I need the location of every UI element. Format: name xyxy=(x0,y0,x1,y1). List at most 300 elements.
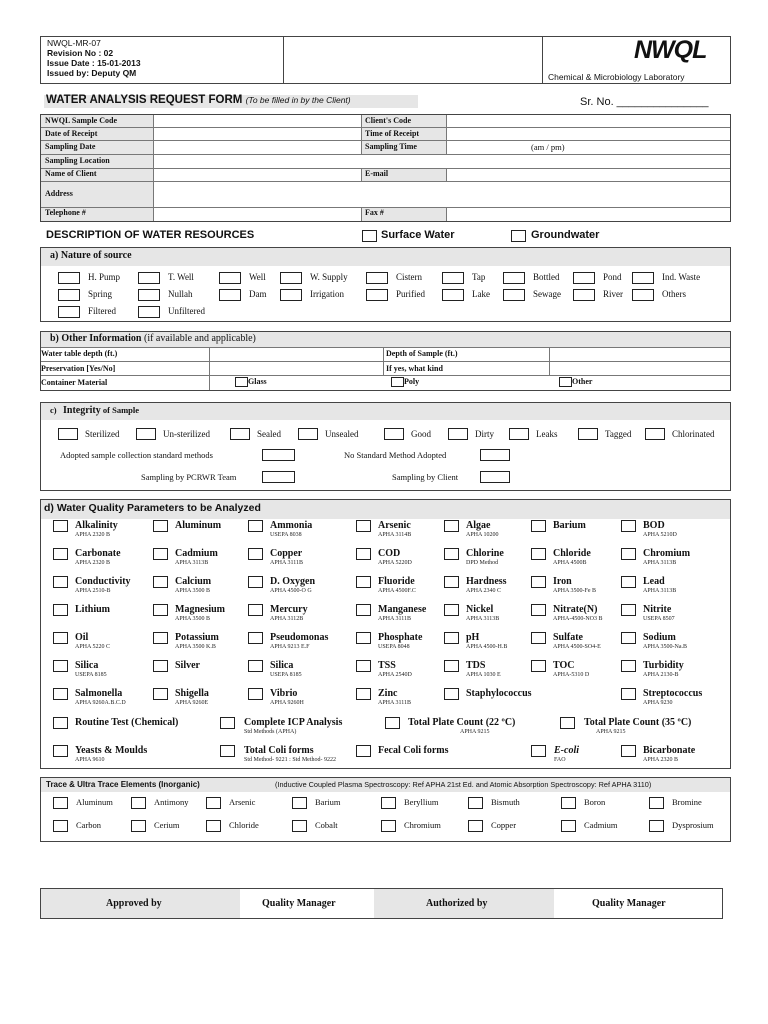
tpc35-checkbox[interactable] xyxy=(560,717,575,729)
nature-checkbox[interactable] xyxy=(280,289,302,301)
other-container-label: Other xyxy=(572,377,593,386)
param-checkbox[interactable] xyxy=(248,688,263,700)
nature-checkbox[interactable] xyxy=(58,289,80,301)
field-water-table[interactable] xyxy=(210,347,380,360)
other-info-title-prefix: b) Other Information xyxy=(50,333,142,344)
trace-label: Antimony xyxy=(154,797,189,807)
nature-label: Spring xyxy=(88,289,113,299)
nature-checkbox[interactable] xyxy=(219,272,241,284)
nature-checkbox[interactable] xyxy=(573,289,595,301)
param-name: COD xyxy=(378,548,401,559)
doc-code: NWQL-MR-07 xyxy=(47,38,101,48)
integrity-label: Chlorinated xyxy=(672,429,715,439)
param-name: Oil xyxy=(75,632,89,643)
nature-checkbox[interactable] xyxy=(442,272,464,284)
integrity-label: Dirty xyxy=(475,429,494,439)
param-method-ref: USEPA 8038 xyxy=(270,532,302,538)
param-name: Iron xyxy=(553,576,572,587)
trace-label: Cerium xyxy=(154,820,180,830)
integrity-checkbox[interactable] xyxy=(645,428,665,440)
param-method-ref: USEPA 8507 xyxy=(643,616,675,622)
approved-by-label: Approved by xyxy=(106,898,162,909)
param-name: Nickel xyxy=(466,604,494,615)
param-checkbox[interactable] xyxy=(53,520,68,532)
trace-checkbox[interactable] xyxy=(649,820,664,832)
trace-checkbox[interactable] xyxy=(206,797,221,809)
param-checkbox[interactable] xyxy=(444,520,459,532)
field-sampling-time[interactable] xyxy=(446,140,730,154)
tpc22-checkbox[interactable] xyxy=(385,717,400,729)
param-name: Sodium xyxy=(643,632,676,643)
nature-label: Nullah xyxy=(168,289,193,299)
param-checkbox[interactable] xyxy=(356,632,371,644)
param-name: Nitrate(N) xyxy=(553,604,598,615)
param-method-ref: APHA 3500 K.B xyxy=(175,644,216,650)
sr-no: Sr. No. _______________ xyxy=(580,96,709,108)
param-method-ref: APHA 3111B xyxy=(378,616,412,622)
trace-label: Boron xyxy=(584,797,606,807)
trace-label: Barium xyxy=(315,797,341,807)
param-checkbox[interactable] xyxy=(153,576,168,588)
label-email: E-mail xyxy=(365,169,389,178)
param-name: Ammonia xyxy=(270,520,313,531)
param-checkbox[interactable] xyxy=(621,660,636,672)
param-checkbox[interactable] xyxy=(621,576,636,588)
param-checkbox[interactable] xyxy=(248,520,263,532)
param-method-ref: APHA 9230 xyxy=(643,700,673,706)
trace-checkbox[interactable] xyxy=(381,797,396,809)
param-method-ref: APHA 4500F.C xyxy=(378,588,416,594)
nature-label: Irrigation xyxy=(310,289,344,299)
param-checkbox[interactable] xyxy=(621,688,636,700)
param-name: Potassium xyxy=(175,632,219,643)
trace-checkbox[interactable] xyxy=(292,820,307,832)
param-checkbox[interactable] xyxy=(444,576,459,588)
nature-checkbox[interactable] xyxy=(442,289,464,301)
field-telephone[interactable] xyxy=(153,207,360,221)
integrity-label: Leaks xyxy=(536,429,558,439)
nature-label: Tap xyxy=(472,272,486,282)
trace-checkbox[interactable] xyxy=(468,820,483,832)
param-checkbox[interactable] xyxy=(444,632,459,644)
param-name: Carbonate xyxy=(75,548,121,559)
label-client-name: Name of Client xyxy=(45,169,97,178)
param-checkbox[interactable] xyxy=(356,576,371,588)
param-checkbox[interactable] xyxy=(356,604,371,616)
by-pcrwr-checkbox[interactable] xyxy=(262,471,295,483)
fecal-coli-checkbox[interactable] xyxy=(356,745,371,757)
icp-analysis-ref: Std Methods (APHA) xyxy=(244,729,297,735)
param-name: Nitrite xyxy=(643,604,672,615)
trace-checkbox[interactable] xyxy=(381,820,396,832)
field-time-receipt[interactable] xyxy=(446,127,730,140)
integrity-label: Tagged xyxy=(605,429,632,439)
approver-name: Quality Manager xyxy=(262,898,336,909)
tpc35-label: Total Plate Count (35 ºC) xyxy=(584,717,692,728)
field-client-name[interactable] xyxy=(153,168,360,181)
param-method-ref: APHA 2320 B xyxy=(75,532,111,538)
param-name: Chloride xyxy=(553,548,591,559)
param-checkbox[interactable] xyxy=(356,660,371,672)
revision-no: Revision No : 02 xyxy=(47,48,114,58)
trace-label: Beryllium xyxy=(404,797,439,807)
param-name: Alkalinity xyxy=(75,520,118,531)
param-checkbox[interactable] xyxy=(53,576,68,588)
param-name: Algae xyxy=(466,520,491,531)
integrity-checkbox[interactable] xyxy=(230,428,250,440)
integrity-checkbox[interactable] xyxy=(578,428,598,440)
param-method-ref: APHA 4500-O G xyxy=(270,588,312,594)
param-name: Vibrio xyxy=(270,688,298,699)
integrity-title-prefix: c) xyxy=(50,405,57,415)
poly-checkbox[interactable] xyxy=(391,377,404,387)
param-checkbox[interactable] xyxy=(248,660,263,672)
trace-checkbox[interactable] xyxy=(649,797,664,809)
nature-checkbox[interactable] xyxy=(58,306,80,318)
param-checkbox[interactable] xyxy=(531,576,546,588)
param-checkbox[interactable] xyxy=(356,520,371,532)
param-checkbox[interactable] xyxy=(531,632,546,644)
param-name: Silica xyxy=(75,660,99,671)
field-client-code[interactable] xyxy=(446,115,730,127)
param-checkbox[interactable] xyxy=(621,520,636,532)
field-sampling-location[interactable] xyxy=(153,154,730,168)
trace-label: Cadmium xyxy=(584,820,618,830)
trace-checkbox[interactable] xyxy=(561,797,576,809)
param-name: Staphylococcus xyxy=(466,688,532,699)
param-name: pH xyxy=(466,632,480,643)
trace-label: Copper xyxy=(491,820,517,830)
param-name: Lithium xyxy=(75,604,111,615)
param-name: Cadmium xyxy=(175,548,218,559)
trace-label: Aluminum xyxy=(76,797,113,807)
label-water-table: Water table depth (ft.) xyxy=(41,349,118,358)
param-method-ref: APHA 2510-B xyxy=(75,588,111,594)
field-depth-sample[interactable] xyxy=(550,347,730,360)
param-method-ref: APHA 3113B xyxy=(643,588,677,594)
tpc22-label: Total Plate Count (22 ºC) xyxy=(408,717,516,728)
nature-label: H. Pump xyxy=(88,272,121,282)
label-depth-sample: Depth of Sample (ft.) xyxy=(386,349,458,358)
integrity-label: Unsealed xyxy=(325,429,359,439)
nature-label: Well xyxy=(249,272,266,282)
total-coli-label: Total Coli forms xyxy=(244,745,314,756)
param-method-ref: DPD Method xyxy=(466,560,499,566)
glass-label: Glass xyxy=(248,377,267,386)
param-checkbox[interactable] xyxy=(53,688,68,700)
param-checkbox[interactable] xyxy=(444,604,459,616)
param-checkbox[interactable] xyxy=(444,660,459,672)
nature-label: Others xyxy=(662,289,686,299)
param-name: Streptococcus xyxy=(643,688,703,699)
bicarbonate-label: Bicarbonate xyxy=(643,745,696,756)
tpc22-ref: APHA 9215 xyxy=(460,729,490,735)
param-name: Silver xyxy=(175,660,200,671)
param-checkbox[interactable] xyxy=(248,632,263,644)
integrity-checkbox[interactable] xyxy=(384,428,404,440)
bicarbonate-checkbox[interactable] xyxy=(621,745,636,757)
surface-water-checkbox[interactable] xyxy=(362,230,377,242)
no-standard-label: No Standard Method Adopted xyxy=(344,450,447,460)
nature-checkbox[interactable] xyxy=(138,289,160,301)
param-name: Fluoride xyxy=(378,576,415,587)
integrity-title-bold: Integrity xyxy=(62,405,101,416)
nature-checkbox[interactable] xyxy=(138,306,160,318)
param-name: Lead xyxy=(643,576,665,587)
poly-label: Poly xyxy=(404,377,420,386)
param-checkbox[interactable] xyxy=(153,660,168,672)
param-name: Chlorine xyxy=(466,548,504,559)
doc-control-info xyxy=(47,38,141,78)
param-checkbox[interactable] xyxy=(531,520,546,532)
trace-checkbox[interactable] xyxy=(53,797,68,809)
param-method-ref: APHA 3113B xyxy=(466,616,500,622)
nature-label: Lake xyxy=(472,289,490,299)
issued-by: Issued by: Deputy QM xyxy=(47,68,137,78)
nature-checkbox[interactable] xyxy=(366,289,388,301)
tpc35-ref: APHA 9215 xyxy=(596,729,626,735)
nature-checkbox[interactable] xyxy=(219,289,241,301)
trace-checkbox[interactable] xyxy=(131,820,146,832)
glass-checkbox[interactable] xyxy=(235,377,248,387)
label-client-code: Client's Code xyxy=(365,116,411,125)
nature-checkbox[interactable] xyxy=(503,289,525,301)
param-name: Silica xyxy=(270,660,294,671)
trace-label: Bromine xyxy=(672,797,702,807)
field-email[interactable] xyxy=(446,168,730,181)
integrity-checkbox[interactable] xyxy=(298,428,318,440)
label-sample-code: NWQL Sample Code xyxy=(45,116,118,125)
param-checkbox[interactable] xyxy=(531,604,546,616)
nature-label: Ind. Waste xyxy=(662,272,701,282)
nature-label: Dam xyxy=(249,289,267,299)
param-name: TDS xyxy=(466,660,486,671)
param-method-ref: APHA 2130-B xyxy=(643,672,679,678)
field-date-receipt[interactable] xyxy=(153,127,360,140)
form-subtitle: (To be filled in by the Client) xyxy=(245,95,351,105)
param-name: BOD xyxy=(643,520,665,531)
total-coli-checkbox[interactable] xyxy=(220,745,235,757)
param-checkbox[interactable] xyxy=(153,548,168,560)
trace-checkbox[interactable] xyxy=(53,820,68,832)
trace-checkbox[interactable] xyxy=(292,797,307,809)
nature-label: W. Supply xyxy=(310,272,348,282)
param-name: Turbidity xyxy=(643,660,684,671)
param-checkbox[interactable] xyxy=(444,688,459,700)
field-sampling-date[interactable] xyxy=(153,140,360,154)
param-checkbox[interactable] xyxy=(153,604,168,616)
param-method-ref: APHA 9260H xyxy=(270,700,304,706)
groundwater-checkbox[interactable] xyxy=(511,230,526,242)
param-checkbox[interactable] xyxy=(621,604,636,616)
field-sample-code[interactable] xyxy=(153,115,360,127)
yeasts-checkbox[interactable] xyxy=(53,745,68,757)
param-checkbox[interactable] xyxy=(53,604,68,616)
nature-title: a) Nature of source xyxy=(50,250,132,261)
integrity-label: Sterilized xyxy=(85,429,120,439)
icp-analysis-checkbox[interactable] xyxy=(220,717,235,729)
param-checkbox[interactable] xyxy=(153,688,168,700)
param-name: Arsenic xyxy=(378,520,411,531)
ecoli-checkbox[interactable] xyxy=(531,745,546,757)
param-checkbox[interactable] xyxy=(621,548,636,560)
param-method-ref: APHA 2320 B xyxy=(75,560,111,566)
nature-checkbox[interactable] xyxy=(280,272,302,284)
param-name: Barium xyxy=(553,520,586,531)
param-name: Calcium xyxy=(175,576,212,587)
yeasts-label: Yeasts & Moulds xyxy=(75,745,148,756)
param-method-ref: APHA 10200 xyxy=(466,532,499,538)
trace-label: Chromium xyxy=(404,820,441,830)
param-checkbox[interactable] xyxy=(248,576,263,588)
param-checkbox[interactable] xyxy=(356,688,371,700)
trace-note: (Inductive Coupled Plasma Spectroscopy: Ref APHA 21st Ed. and Atomic Absorption Spectroscopy: Ref APHA 3110) xyxy=(275,780,652,789)
param-checkbox[interactable] xyxy=(621,632,636,644)
trace-label: Chloride xyxy=(229,820,259,830)
nature-label: Bottled xyxy=(533,272,560,282)
param-name: Copper xyxy=(270,548,303,559)
param-name: Magnesium xyxy=(175,604,225,615)
param-method-ref: APHA 3112B xyxy=(270,616,304,622)
by-pcrwr-label: Sampling by PCRWR Team xyxy=(141,472,237,482)
adopted-methods-label: Adopted sample collection standard methods xyxy=(60,450,213,460)
param-name: Salmonella xyxy=(75,688,123,699)
param-method-ref: APHA 3500-Fe B xyxy=(553,588,597,594)
by-client-label: Sampling by Client xyxy=(392,472,459,482)
trace-label: Arsenic xyxy=(229,797,256,807)
param-method-ref: APHA 3500 B xyxy=(175,616,211,622)
param-checkbox[interactable] xyxy=(248,548,263,560)
integrity-checkbox[interactable] xyxy=(58,428,78,440)
other-container-checkbox[interactable] xyxy=(559,377,572,387)
param-method-ref: APHA 2540D xyxy=(378,672,412,678)
resources-title: DESCRIPTION OF WATER RESOURCES xyxy=(46,229,255,241)
issue-date: Issue Date : 15-01-2013 xyxy=(47,58,141,68)
param-checkbox[interactable] xyxy=(531,548,546,560)
field-if-yes[interactable] xyxy=(550,361,730,374)
nature-checkbox[interactable] xyxy=(632,289,654,301)
param-checkbox[interactable] xyxy=(53,632,68,644)
param-name: Zinc xyxy=(378,688,398,699)
param-method-ref: APHA 3500-Na.B xyxy=(643,644,688,650)
label-preservation: Preservation [Yes/No] xyxy=(41,364,116,373)
nature-checkbox[interactable] xyxy=(58,272,80,284)
routine-test-label: Routine Test (Chemical) xyxy=(75,717,179,728)
param-method-ref: APHA 3111B xyxy=(270,560,304,566)
param-method-ref: APHA 4500-H.B xyxy=(466,644,508,650)
param-name: TOC xyxy=(553,660,575,671)
param-checkbox[interactable] xyxy=(248,604,263,616)
param-method-ref: APHA 9213 E.F xyxy=(270,644,310,650)
no-standard-checkbox[interactable] xyxy=(480,449,510,461)
param-method-ref: APHA 3500 B xyxy=(175,588,211,594)
nature-label: Purified xyxy=(396,289,425,299)
param-name: Manganese xyxy=(378,604,427,615)
label-date-receipt: Date of Receipt xyxy=(45,129,98,138)
trace-checkbox[interactable] xyxy=(561,820,576,832)
param-method-ref: APHA 3111B xyxy=(378,700,412,706)
other-info-title xyxy=(50,333,256,344)
param-checkbox[interactable] xyxy=(531,660,546,672)
param-method-ref: APHA 5220 C xyxy=(75,644,111,650)
param-checkbox[interactable] xyxy=(356,548,371,560)
routine-test-checkbox[interactable] xyxy=(53,717,68,729)
param-name: TSS xyxy=(378,660,396,671)
ecoli-label: E-coli xyxy=(554,745,579,756)
param-name: Sulfate xyxy=(553,632,583,643)
integrity-title-suffix: of Sample xyxy=(102,405,140,415)
param-name: Mercury xyxy=(270,604,308,615)
nature-label: Pond xyxy=(603,272,622,282)
nature-checkbox[interactable] xyxy=(632,272,654,284)
lab-name: Chemical & Microbiology Laboratory xyxy=(548,72,685,82)
label-time-receipt: Time of Receipt xyxy=(365,129,420,138)
param-method-ref: APHA 2340 C xyxy=(466,588,502,594)
trace-label: Dysprosium xyxy=(672,820,714,830)
nature-label: Cistern xyxy=(396,272,422,282)
trace-checkbox[interactable] xyxy=(206,820,221,832)
field-address[interactable] xyxy=(153,181,730,207)
trace-checkbox[interactable] xyxy=(131,797,146,809)
trace-checkbox[interactable] xyxy=(468,797,483,809)
form-title xyxy=(46,94,351,106)
nature-checkbox[interactable] xyxy=(366,272,388,284)
integrity-checkbox[interactable] xyxy=(448,428,468,440)
integrity-checkbox[interactable] xyxy=(509,428,529,440)
field-fax[interactable] xyxy=(446,207,730,221)
param-method-ref: APHA 9260A.B.C.D xyxy=(75,700,126,706)
nature-checkbox[interactable] xyxy=(503,272,525,284)
label-address: Address xyxy=(45,189,73,198)
param-checkbox[interactable] xyxy=(153,520,168,532)
nature-label: Sewage xyxy=(533,289,561,299)
authorized-by-label: Authorized by xyxy=(426,898,488,909)
integrity-label: Sealed xyxy=(257,429,281,439)
bicarbonate-ref: APHA 2320 B xyxy=(643,757,679,763)
adopted-methods-checkbox[interactable] xyxy=(262,449,295,461)
param-name: Phosphate xyxy=(378,632,423,643)
label-sampling-time: Sampling Time xyxy=(365,142,417,151)
nature-checkbox[interactable] xyxy=(138,272,160,284)
param-checkbox[interactable] xyxy=(444,548,459,560)
nature-label: River xyxy=(603,289,623,299)
param-method-ref: APHA 5220D xyxy=(378,560,412,566)
field-preservation[interactable] xyxy=(210,361,380,374)
param-checkbox[interactable] xyxy=(53,548,68,560)
integrity-checkbox[interactable] xyxy=(136,428,156,440)
param-method-ref: APHA 3113B xyxy=(643,560,677,566)
icp-analysis-label: Complete ICP Analysis xyxy=(244,717,343,728)
label-sampling-date: Sampling Date xyxy=(45,142,96,151)
groundwater-label: Groundwater xyxy=(531,229,600,241)
form-title-text: WATER ANALYSIS REQUEST FORM xyxy=(46,94,243,106)
param-method-ref: USEPA 8185 xyxy=(75,672,107,678)
yeasts-ref: APHA 9610 xyxy=(75,757,105,763)
param-checkbox[interactable] xyxy=(153,632,168,644)
trace-label: Cobalt xyxy=(315,820,338,830)
param-method-ref: APHA 4500B xyxy=(553,560,587,566)
nature-checkbox[interactable] xyxy=(573,272,595,284)
authorizer-name: Quality Manager xyxy=(592,898,666,909)
total-coli-ref: Std Method- 9221 : Std Method- 9222 xyxy=(244,757,337,763)
by-client-checkbox[interactable] xyxy=(480,471,510,483)
label-container: Container Material xyxy=(41,378,108,387)
nature-label: Unfiltered xyxy=(168,306,205,316)
params-title: d) Water Quality Parameters to be Analyzed xyxy=(44,502,261,514)
nwql-logo: NWQL xyxy=(634,36,707,64)
param-checkbox[interactable] xyxy=(53,660,68,672)
nature-label: Filtered xyxy=(88,306,116,316)
